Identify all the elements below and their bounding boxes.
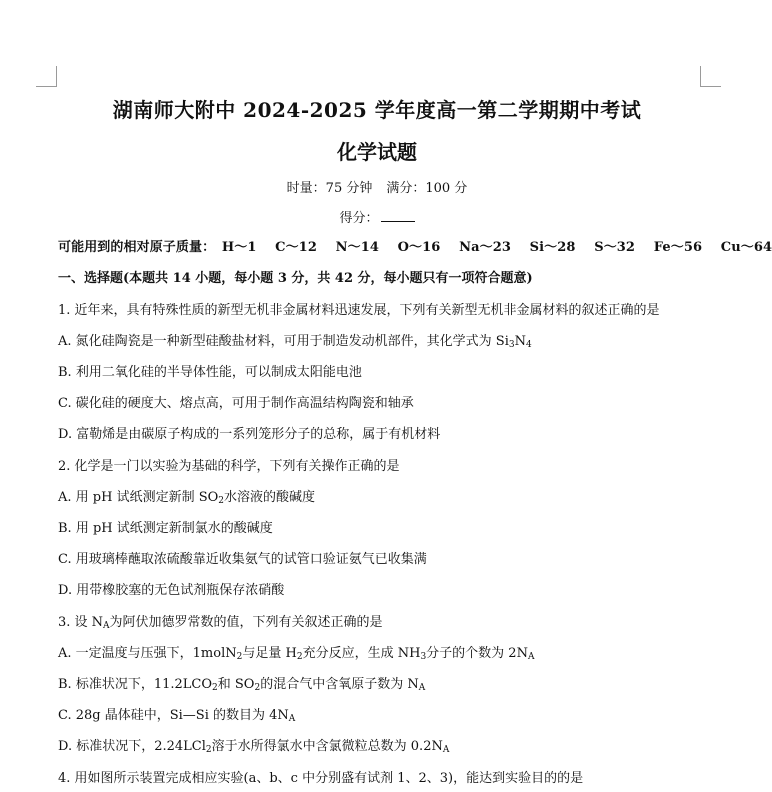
subscript: 3 bbox=[420, 652, 427, 662]
option-text: N bbox=[514, 334, 526, 349]
score-blank[interactable] bbox=[381, 209, 415, 222]
subscript: A bbox=[288, 714, 296, 724]
subscript: 4 bbox=[525, 340, 532, 350]
question-3-option-b bbox=[58, 677, 425, 693]
subscript: 2 bbox=[218, 496, 225, 506]
option-text: B. 标准状况下，11.2LCO bbox=[58, 677, 213, 692]
option-text: A. 氮化硅陶瓷是一种新型硅酸盐材料，可用于制造发动机部件，其化学式为 Si bbox=[58, 334, 509, 349]
score-field bbox=[0, 207, 754, 226]
question-1-stem: 1. 近年来，具有特殊性质的新型无机非金属材料迅速发展，下列有关新型无机非金属材料的叙述正确的是 bbox=[58, 303, 660, 318]
subscript: 2 bbox=[205, 745, 212, 755]
question-2-option-c: C. 用玻璃棒蘸取浓硫酸靠近收集氨气的试管口验证氨气已收集满 bbox=[58, 552, 427, 567]
exam-subtitle: 化学试题 bbox=[337, 140, 417, 164]
atomic-mass-item: Si～28 bbox=[529, 240, 576, 255]
subscript: 2 bbox=[296, 652, 303, 662]
option-text: D. 标准状况下，2.24LCl bbox=[58, 739, 206, 754]
atomic-mass-item: S～32 bbox=[594, 240, 636, 255]
question-3-option-a bbox=[58, 646, 534, 662]
atomic-mass-item: C～12 bbox=[275, 240, 317, 255]
subscript: 2 bbox=[212, 683, 218, 693]
question-1-option-b: B. 利用二氧化硅的半导体性能，可以制成太阳能电池 bbox=[58, 365, 362, 380]
atomic-mass-item: Cu～64 bbox=[720, 240, 772, 255]
question-1-option-d: D. 富勒烯是由碳原子构成的一系列笼形分子的总称，属于有机材料 bbox=[58, 427, 441, 442]
time-limit: 时量：75 分钟 bbox=[286, 181, 373, 196]
question-3-option-d bbox=[58, 739, 449, 755]
atomic-mass-item: O～16 bbox=[397, 240, 441, 255]
atomic-mass-item: Na～23 bbox=[459, 240, 511, 255]
exam-meta bbox=[0, 177, 754, 196]
option-text: C. 28g 晶体硅中，Si—Si 的数目为 4N bbox=[58, 708, 289, 723]
atomic-mass-item: Fe～56 bbox=[653, 240, 703, 255]
question-2-option-b: B. 用 pH 试纸测定新制氯水的酸碱度 bbox=[58, 521, 273, 536]
question-2-option-a bbox=[58, 490, 315, 506]
section-heading: 一、选择题(本题共 14 小题，每小题 3 分，共 42 分，每小题只有一项符合题意) bbox=[58, 271, 533, 286]
option-text: 分子的个数为 2N bbox=[426, 646, 528, 661]
subscript: A bbox=[442, 745, 450, 755]
full-score: 满分：100 分 bbox=[386, 181, 468, 196]
option-text: 的混合气中含氧原子数为 N bbox=[260, 677, 419, 692]
stem-text: 为阿伏加德罗常数的值，下列有关叙述正确的是 bbox=[109, 615, 383, 630]
question-4-stem: 4. 用如图所示装置完成相应实验(a、b、c 中分别盛有试剂 1、2、3)，能达到实验目的的是 bbox=[58, 771, 584, 786]
subscript: A bbox=[103, 621, 110, 631]
page-corner-mark-top-right bbox=[700, 66, 721, 87]
atomic-mass-item: N～14 bbox=[335, 240, 379, 255]
subscript: 2 bbox=[254, 683, 261, 693]
score-label: 得分： bbox=[339, 211, 379, 226]
question-2-option-d: D. 用带橡胶塞的无色试剂瓶保存浓硝酸 bbox=[58, 583, 285, 598]
option-text: 溶于水所得氯水中含氯微粒总数为 0.2N bbox=[211, 739, 443, 754]
question-3-option-c bbox=[58, 708, 295, 724]
exam-title: 湖南师大附中 2024-2025 学年度高一第二学期期中考试 bbox=[112, 98, 642, 122]
subscript: 2 bbox=[236, 652, 243, 662]
subscript: A bbox=[418, 683, 426, 693]
question-2-stem: 2. 化学是一门以实验为基础的科学，下列有关操作正确的是 bbox=[58, 459, 400, 474]
page-corner-mark-top-left bbox=[36, 66, 57, 87]
stem-text: 3. 设 N bbox=[58, 615, 104, 630]
option-text: A. 一定温度与压强下，1molN bbox=[58, 646, 237, 661]
subscript: A bbox=[527, 652, 535, 662]
subscript: 3 bbox=[508, 340, 515, 350]
atomic-mass-item: H～1 bbox=[221, 240, 257, 255]
atomic-masses-label: 可能用到的相对原子质量： bbox=[58, 240, 216, 255]
option-text: 与足量 H bbox=[242, 646, 297, 661]
question-3-stem bbox=[58, 615, 383, 631]
option-text: 和 SO bbox=[217, 677, 255, 692]
option-text: 充分反应，生成 NH bbox=[302, 646, 421, 661]
option-text: 水溶液的酸碱度 bbox=[224, 490, 316, 505]
question-1-option-c: C. 碳化硅的硬度大、熔点高，可用于制作高温结构陶瓷和轴承 bbox=[58, 396, 414, 411]
question-1-option-a bbox=[58, 334, 532, 350]
atomic-masses bbox=[58, 240, 772, 256]
option-text: A. 用 pH 试纸测定新制 SO bbox=[58, 490, 219, 505]
